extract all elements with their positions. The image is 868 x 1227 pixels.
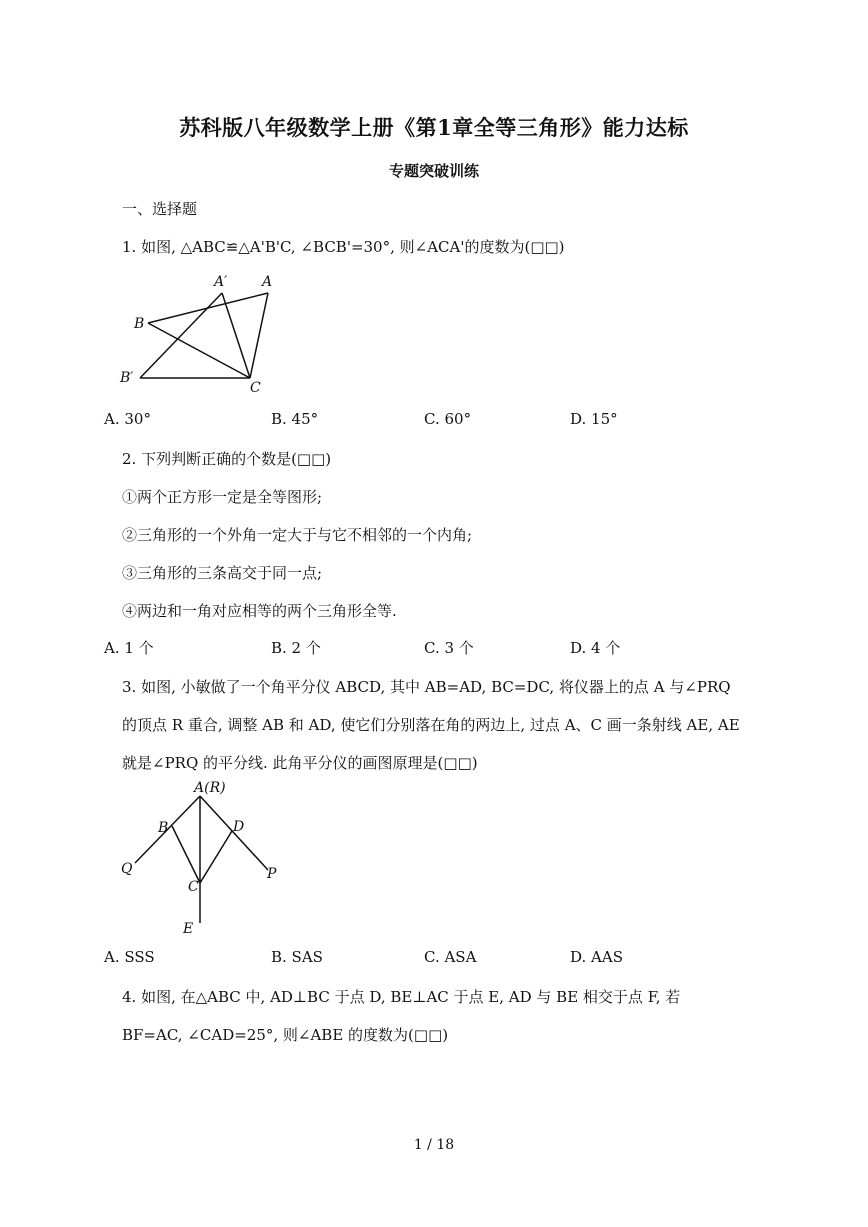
section-heading: 一、选择题	[122, 200, 198, 218]
question-4-stem-line-2: BF=AC, ∠CAD=25°, 则∠ABE 的度数为(□□)	[122, 1026, 449, 1044]
label-e: E	[183, 921, 194, 937]
q2-option-d: D. 4 个	[570, 639, 621, 657]
q1-option-c: C. 60°	[424, 410, 472, 428]
label-c: C	[188, 879, 199, 895]
question-3-stem-line-2: 的顶点 R 重合, 调整 AB 和 AD, 使它们分别落在角的两边上, 过点 A、C 画一条射线 AE, AE	[122, 716, 740, 734]
question-3-stem-line-1: 3. 如图, 小敏做了一个角平分仪 ABCD, 其中 AB=AD, BC=DC, 将仪器上的点 A 与∠PRQ	[122, 678, 731, 696]
document-subtitle: 专题突破训练	[388, 162, 479, 180]
document-title: 苏科版八年级数学上册《第1章全等三角形》能力达标	[179, 115, 689, 140]
page-number: 1 / 18	[413, 1137, 455, 1153]
q1-option-b: B. 45°	[271, 410, 319, 428]
question-3-stem-line-3: 就是∠PRQ 的平分线. 此角平分仪的画图原理是(□□)	[122, 754, 478, 772]
q2-option-c: C. 3 个	[424, 639, 474, 657]
q2-option-a: A. 1 个	[104, 639, 154, 657]
q1-option-a: A. 30°	[104, 410, 151, 428]
label-a-prime: A′	[214, 274, 228, 290]
label-b: B	[158, 820, 169, 836]
question-1-stem: 1. 如图, △ABC≌△A'B'C, ∠BCB'=30°, 则∠ACA'的度数为(□□)	[122, 238, 565, 256]
question-3-figure	[115, 778, 295, 938]
label-b: B	[134, 316, 145, 332]
label-d: D	[233, 819, 245, 835]
q3-option-a: A. SSS	[104, 948, 155, 966]
segment-d-c	[200, 831, 232, 883]
q2-item-2: ②三角形的一个外角一定大于与它不相邻的一个内角;	[122, 526, 473, 544]
label-b-prime: B′	[120, 370, 134, 386]
question-4-stem-line-1: 4. 如图, 在△ABC 中, AD⊥BC 于点 D, BE⊥AC 于点 E, AD 与 BE 相交于点 F, 若	[122, 988, 681, 1006]
label-a: A	[262, 274, 273, 290]
label-c: C	[250, 380, 261, 396]
label-q: Q	[121, 861, 133, 877]
q2-item-1: ①两个正方形一定是全等图形;	[122, 488, 323, 506]
q2-option-b: B. 2 个	[271, 639, 321, 657]
label-a-r: A(R)	[194, 780, 226, 796]
question-2-stem: 2. 下列判断正确的个数是(□□)	[122, 450, 332, 468]
segment-bprime-aprime	[140, 293, 222, 378]
label-p: P	[267, 866, 277, 882]
q2-item-4: ④两边和一角对应相等的两个三角形全等.	[122, 602, 397, 620]
segment-b-c	[172, 826, 200, 883]
q3-option-c: C. ASA	[424, 948, 477, 966]
q3-option-d: D. AAS	[570, 948, 623, 966]
question-1-figure	[110, 268, 290, 396]
q2-item-3: ③三角形的三条高交于同一点;	[122, 564, 323, 582]
q1-option-d: D. 15°	[570, 410, 618, 428]
segment-a-c	[250, 293, 268, 378]
q3-option-b: B. SAS	[271, 948, 323, 966]
